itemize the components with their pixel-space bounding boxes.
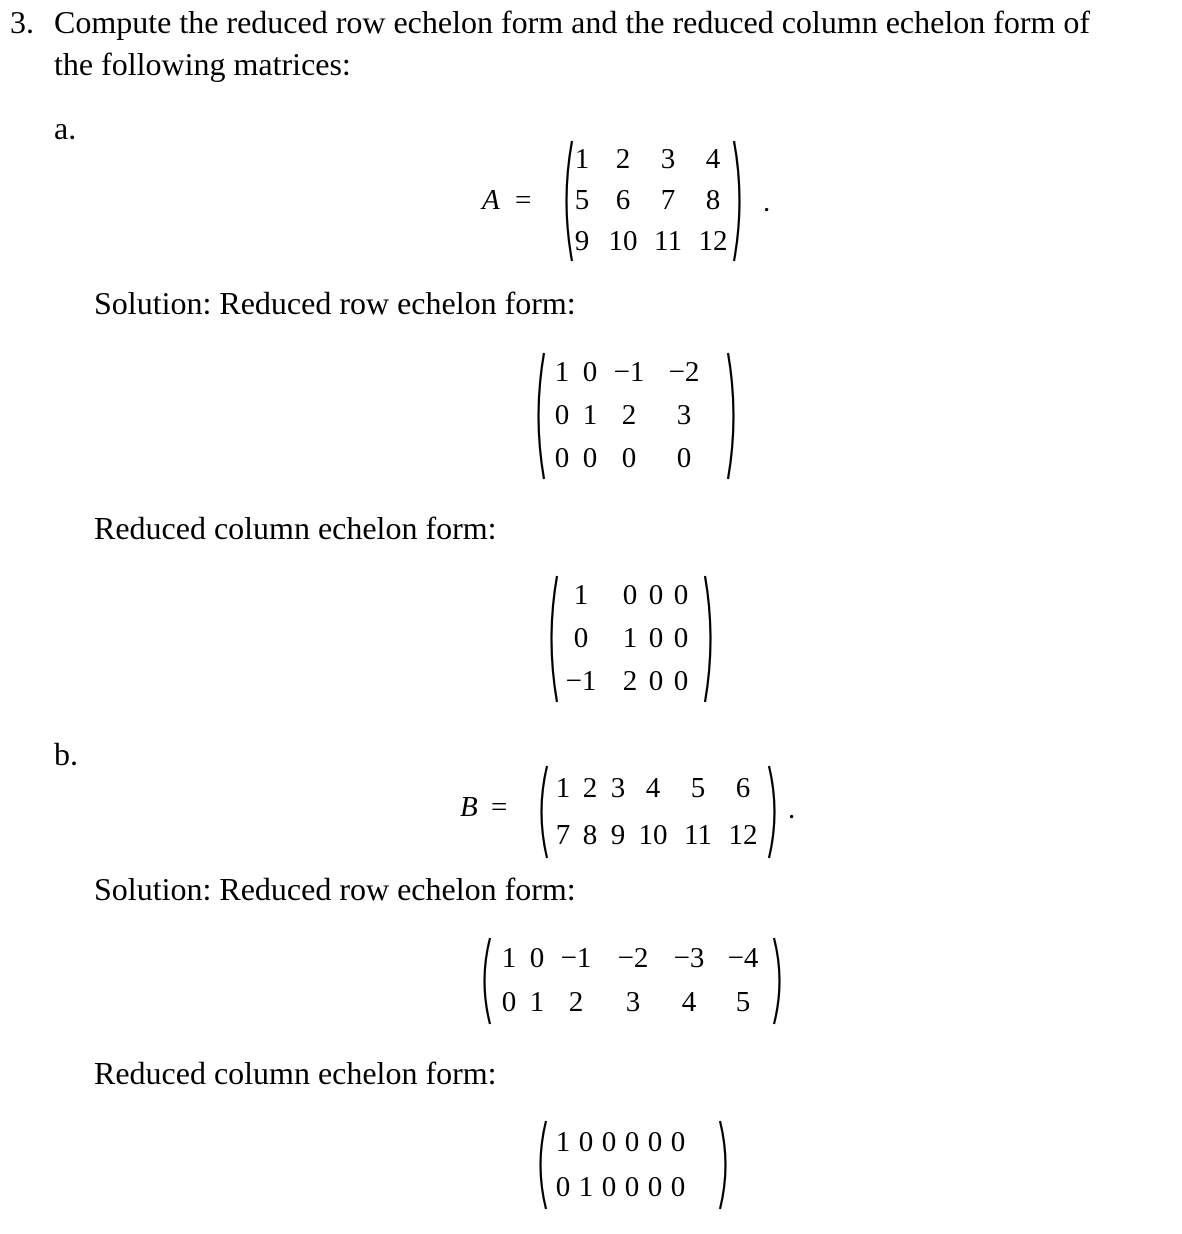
part-b-rcef-label: Reduced column echelon form: xyxy=(94,1055,497,1091)
matrix-cell: −3 xyxy=(673,942,705,974)
matrix-cell: −1 xyxy=(613,356,645,389)
matrix-cell: 4 xyxy=(681,986,697,1018)
matrix-cell: 11 xyxy=(654,224,682,257)
right-paren xyxy=(718,1120,732,1210)
matrix-cell: 10 xyxy=(638,818,668,851)
matrix-cell: 0 xyxy=(624,1170,640,1203)
matrix-cell: 0 xyxy=(622,579,638,612)
matrix-a-period: . xyxy=(763,186,771,218)
right-paren xyxy=(726,352,740,480)
matrix-cell: 4 xyxy=(705,143,721,176)
matrix-cell: 0 xyxy=(673,664,689,697)
matrix-cell: 0 xyxy=(582,356,598,389)
problem-statement-line-2: the following matrices: xyxy=(54,46,351,82)
matrix-a-name: A xyxy=(482,184,500,216)
matrix-cell: −1 xyxy=(565,664,597,697)
matrix-cell: 0 xyxy=(647,1170,663,1203)
matrix-cell: 0 xyxy=(648,664,664,697)
matrix-cell: 9 xyxy=(574,224,590,257)
matrix-cell: 0 xyxy=(670,1170,686,1203)
matrix-cell: 1 xyxy=(501,942,517,974)
matrix-cell: 0 xyxy=(624,1125,640,1158)
matrix-cell: 5 xyxy=(735,986,751,1018)
matrix-cell: 8 xyxy=(582,818,598,851)
matrix-b-period: . xyxy=(788,793,796,825)
matrix-cell: 0 xyxy=(555,1170,571,1203)
part-a-label: a. xyxy=(54,110,77,146)
matrix-cell: 1 xyxy=(555,1125,571,1158)
matrix-cell: 0 xyxy=(673,579,689,612)
matrix-cell: 1 xyxy=(529,986,545,1018)
matrix-cell: 0 xyxy=(578,1125,594,1158)
matrix-cell: 3 xyxy=(625,986,641,1018)
right-paren xyxy=(772,937,786,1025)
matrix-cell: 12 xyxy=(728,818,758,851)
matrix-cell: 3 xyxy=(610,771,626,804)
matrix-cell: 6 xyxy=(615,184,631,216)
matrix-b-name: B xyxy=(460,791,478,823)
matrix-cell: 12 xyxy=(698,224,728,257)
matrix-cell: 5 xyxy=(690,771,706,804)
matrix-cell: −2 xyxy=(668,356,700,389)
matrix-a-equals: = xyxy=(515,184,532,216)
matrix-cell: 3 xyxy=(676,399,692,431)
matrix-cell: 10 xyxy=(608,224,638,257)
matrix-cell: 0 xyxy=(554,441,570,474)
matrix-cell: 7 xyxy=(660,184,676,216)
matrix-cell: 0 xyxy=(601,1170,617,1203)
matrix-cell: −1 xyxy=(560,942,592,974)
matrix-cell: 1 xyxy=(555,771,571,804)
matrix-cell: 0 xyxy=(670,1125,686,1158)
matrix-cell: 6 xyxy=(735,771,751,804)
matrix-cell: 0 xyxy=(554,399,570,431)
part-b-solution-label: Solution: Reduced row echelon form: xyxy=(94,871,576,907)
matrix-cell: 8 xyxy=(705,184,721,216)
matrix-cell: 0 xyxy=(647,1125,663,1158)
matrix-cell: 1 xyxy=(578,1170,594,1203)
matrix-cell: 0 xyxy=(676,441,692,474)
part-a-rcef-label: Reduced column echelon form: xyxy=(94,510,497,546)
matrix-cell: 1 xyxy=(622,622,638,654)
part-a-solution-label: Solution: Reduced row echelon form: xyxy=(94,285,576,321)
matrix-cell: 3 xyxy=(660,143,676,176)
part-b-label: b. xyxy=(54,736,78,772)
matrix-cell: 5 xyxy=(574,184,590,216)
matrix-cell: 2 xyxy=(582,771,598,804)
matrix-cell: 1 xyxy=(573,579,589,612)
matrix-cell: 0 xyxy=(573,622,589,654)
matrix-cell: −2 xyxy=(617,942,649,974)
matrix-cell: 11 xyxy=(684,818,712,851)
matrix-cell: 0 xyxy=(648,622,664,654)
matrix-cell: 1 xyxy=(554,356,570,389)
matrix-cell: 0 xyxy=(501,986,517,1018)
matrix-cell: 7 xyxy=(555,818,571,851)
matrix-cell: 0 xyxy=(529,942,545,974)
matrix-b-equals: = xyxy=(491,791,508,823)
matrix-cell: 0 xyxy=(648,579,664,612)
matrix-cell: 0 xyxy=(601,1125,617,1158)
matrix-cell: 0 xyxy=(621,441,637,474)
matrix-cell: 2 xyxy=(621,399,637,431)
matrix-cell: −4 xyxy=(727,942,759,974)
matrix-cell: 2 xyxy=(568,986,584,1018)
matrix-cell: 1 xyxy=(574,143,590,176)
matrix-cell: 0 xyxy=(673,622,689,654)
problem-statement-line-1: Compute the reduced row echelon form and the reduced column echelon form of xyxy=(54,4,1091,40)
matrix-cell: 1 xyxy=(582,399,598,431)
matrix-cell: 2 xyxy=(615,143,631,176)
problem-number: 3. xyxy=(10,4,34,40)
matrix-cell: 0 xyxy=(582,441,598,474)
matrix-cell: 4 xyxy=(645,771,661,804)
matrix-cell: 2 xyxy=(622,664,638,697)
matrix-cell: 9 xyxy=(610,818,626,851)
